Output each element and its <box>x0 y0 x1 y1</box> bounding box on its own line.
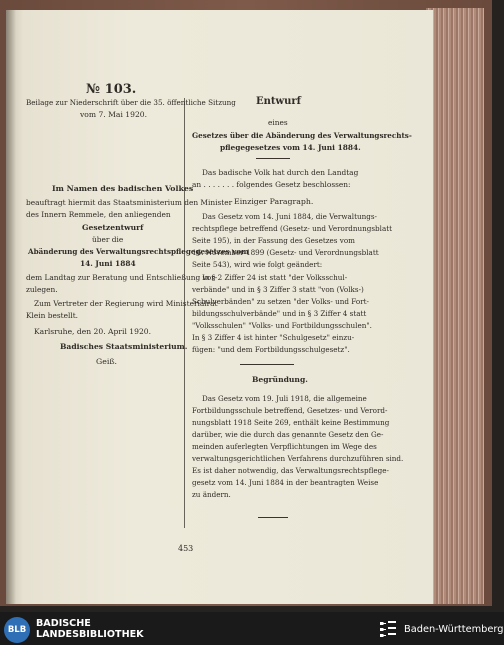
separator-rule <box>258 517 288 518</box>
blb-name-line1: BADISCHE <box>36 618 91 629</box>
text-line: rechtspflege betreffend (Gesetz- und Verordnungsblatt <box>192 224 393 233</box>
text-line: zu ändern. <box>192 490 231 499</box>
draft-title: pflegegesetzes vom 14. Juni 1884. <box>220 143 361 152</box>
blb-logo-icon[interactable]: BLB <box>4 617 30 643</box>
text-line: In § 3 Ziffer 4 ist hinter "Schulgesetz" einzu- <box>192 333 355 342</box>
justification-heading: Begründung. <box>252 375 308 384</box>
text-line: Es ist daher notwendig, das Verwaltungsrechtspflege- <box>192 466 389 475</box>
bill-title: 14. Juni 1884 <box>80 259 136 268</box>
text-line: Seite 195), in der Fassung des Gesetzes vom <box>192 236 355 245</box>
left-paragraph-1: beauftragt hiermit das Staatsministerium den Minister <box>26 198 233 207</box>
text-line: verbände" und in § 3 Ziffer 3 statt "von (Volks-) <box>192 285 364 294</box>
paragraph-heading: Einziger Paragraph. <box>234 197 314 206</box>
left-paragraph-3: Klein bestellt. <box>26 311 79 320</box>
text-line: verwaltungsgerichtlichen Verfahrens durchzuführen sind. <box>192 454 404 463</box>
text-line: Seite 543), wird wie folgt geändert: <box>192 260 323 269</box>
left-heading: Im Namen des badischen Volkes <box>52 184 194 193</box>
left-paragraph-1: des Innern Remmele, den anliegenden <box>26 210 171 219</box>
signing-date: Karlsruhe, den 20. April 1920. <box>34 327 152 336</box>
text-line: Das Gesetz vom 14. Juni 1884, die Verwaltungs- <box>202 212 377 221</box>
enacting-clause: an . . . . . . . folgendes Gesetz beschlossen: <box>192 180 351 189</box>
bill-label: Gesetzentwurf <box>82 223 144 232</box>
separator-rule <box>256 158 290 159</box>
text-line: Schulverbänden" zu setzen "der Volks- und Fort- <box>192 297 369 306</box>
text-line: Fortbildungsschule betreffend, Gesetzes- und Verord- <box>192 406 388 415</box>
column-divider <box>184 98 185 528</box>
draft-eines: eines <box>268 118 288 127</box>
enclosure-line: Beilage zur Niederschrift über die 35. öffentliche Sitzung <box>26 98 236 107</box>
page-number: 453 <box>178 544 194 553</box>
state-label[interactable]: Baden-Württemberg <box>404 624 504 635</box>
draft-heading: Entwurf <box>256 96 301 107</box>
blb-name[interactable] <box>36 618 144 640</box>
text-line: gesetz vom 14. Juni 1884 in der beantragten Weise <box>192 478 379 487</box>
signature: Geiß. <box>96 357 118 366</box>
text-line: darüber, wie die durch das genannte Gesetz den Ge- <box>192 430 384 439</box>
left-paragraph-2: dem Landtag zur Beratung und Entschließung vor- <box>26 273 218 282</box>
bill-title: Abänderung des Verwaltungsrechtspflegegesetzes vom <box>28 247 249 256</box>
ministry-name: Badisches Staatsministerium. <box>60 342 188 351</box>
enacting-clause: Das badische Volk hat durch den Landtag <box>202 168 359 177</box>
text-line: Das Gesetz vom 19. Juli 1918, die allgemeine <box>202 394 367 403</box>
left-paragraph-2: zulegen. <box>26 285 58 294</box>
text-line: "Volksschulen" "Volks- und Fortbildungsschulen". <box>192 321 372 330</box>
gutter-shadow <box>6 10 16 604</box>
text-line: nungsblatt 1918 Seite 269, enthält keine Bestimmung <box>192 418 390 427</box>
blb-name-line2: LANDESBIBLIOTHEK <box>36 629 144 640</box>
separator-rule <box>240 364 294 365</box>
text-line: 16. November 1899 (Gesetz- und Verordnungsblatt <box>192 248 379 257</box>
text-line: bildungsschulverbände" und in § 3 Ziffer 4 statt <box>192 309 367 318</box>
coat-of-arms-icon <box>378 619 398 639</box>
draft-title: Gesetzes über die Abänderung des Verwaltungsrechts- <box>192 131 412 140</box>
text-line: meinden auferlegten Verpflichtungen im Wege des <box>192 442 377 451</box>
text-line: In § 2 Ziffer 24 ist statt "der Volksschul- <box>202 273 348 282</box>
page-edges <box>426 8 484 604</box>
enclosure-date: vom 7. Mai 1920. <box>80 110 148 119</box>
text-line: fügen: "und dem Fortbildungsschulgesetz". <box>192 345 350 354</box>
left-paragraph-3: Zum Vertreter der Regierung wird Ministerialrat <box>34 299 218 308</box>
bill-label-sub: über die <box>92 235 124 244</box>
document-number: № 103. <box>86 82 137 97</box>
